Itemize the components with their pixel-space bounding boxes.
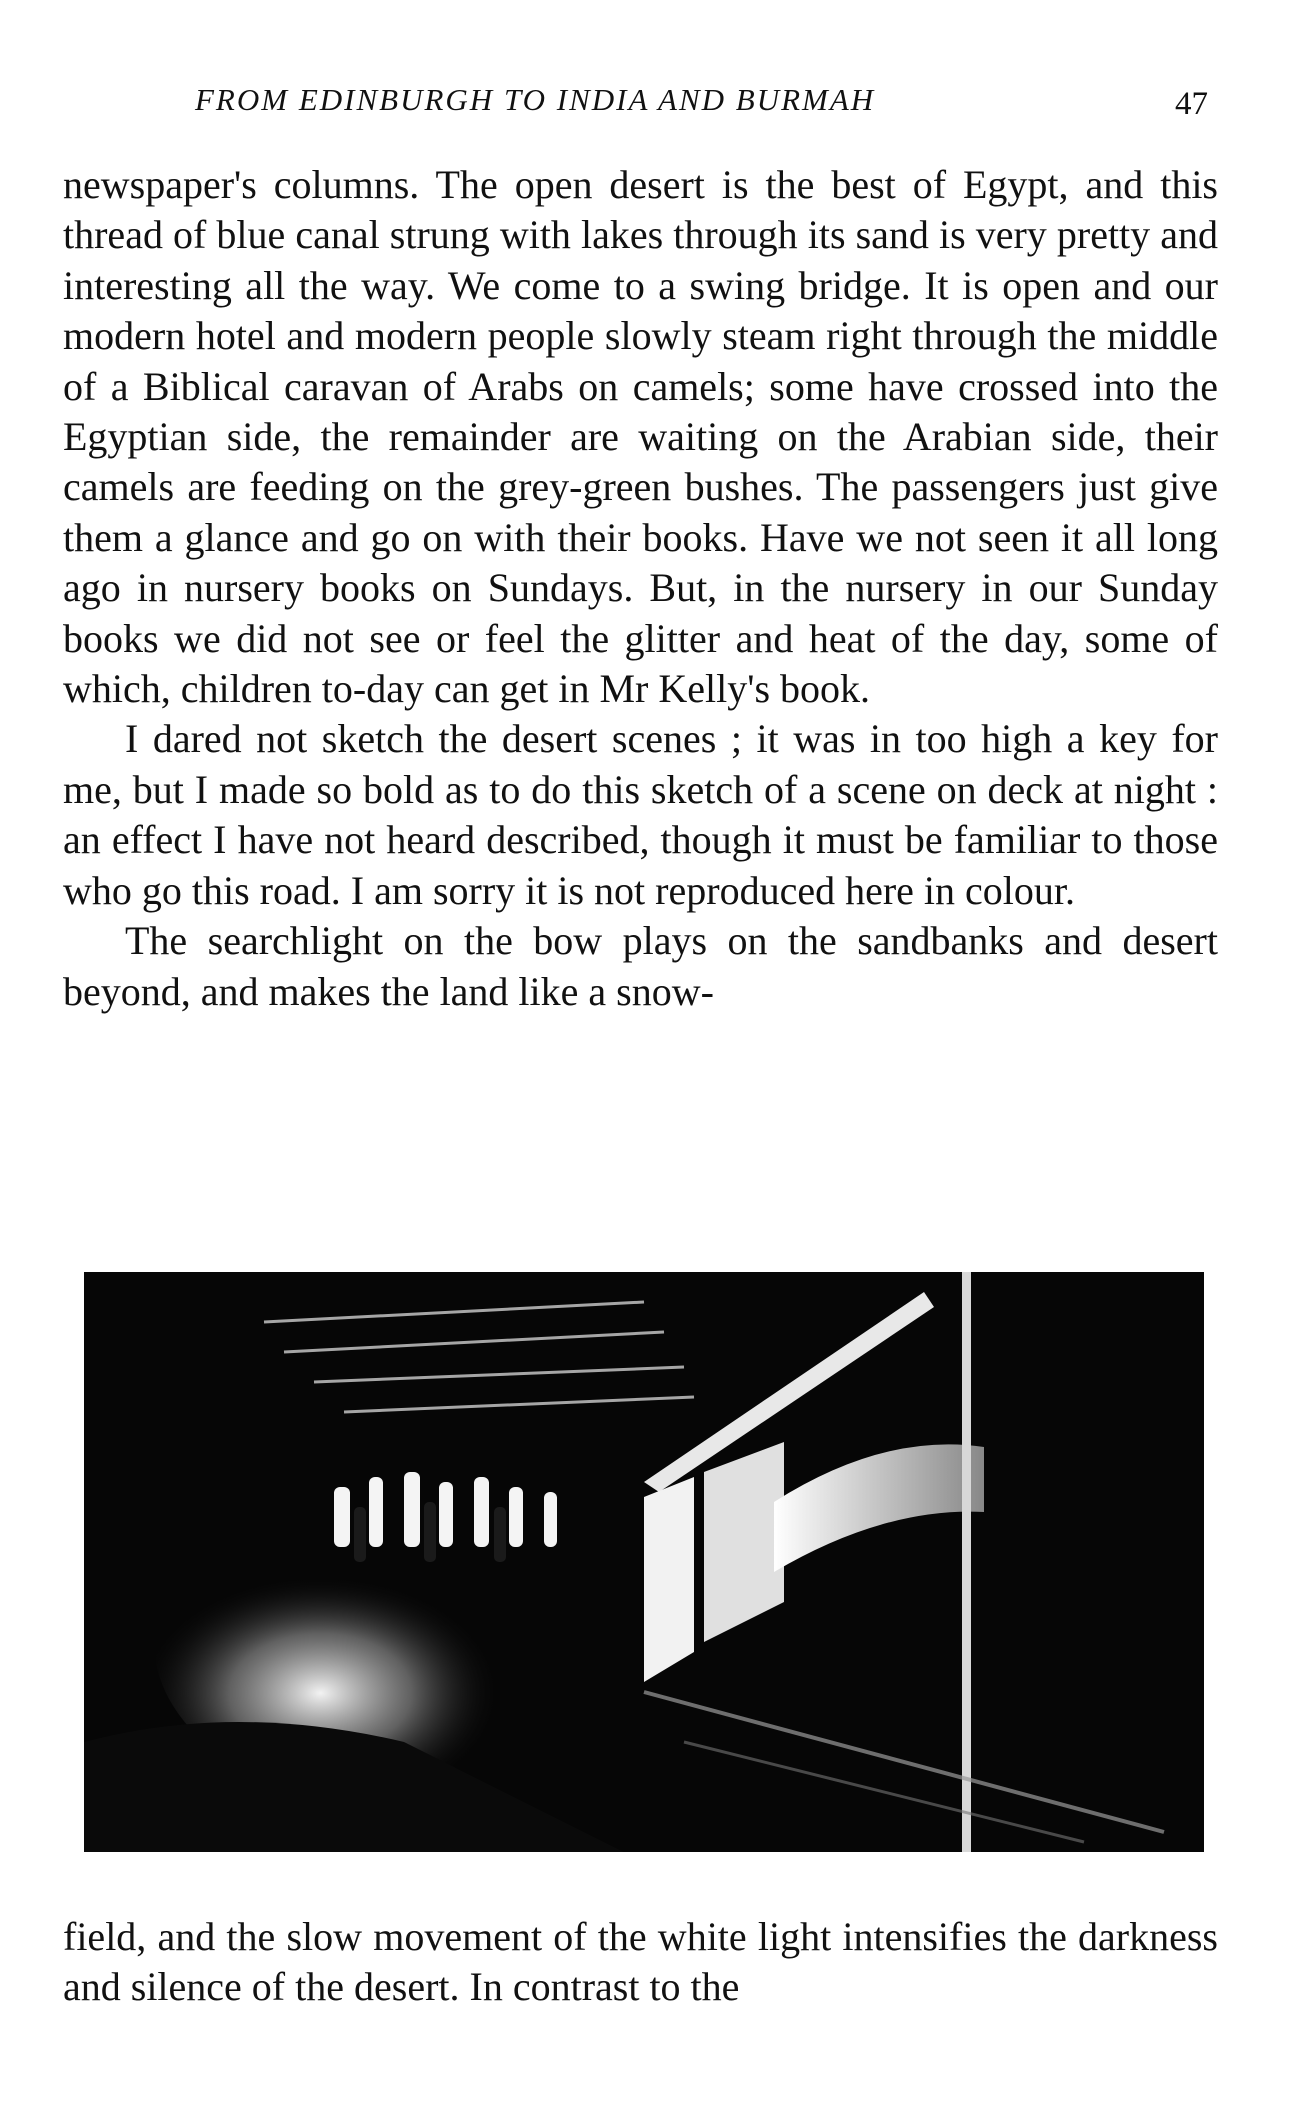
paragraph-3: The searchlight on the bow plays on the sandbanks and desert beyond, and makes the land like a snow- (63, 918, 1218, 1014)
paragraph-continuation: field, and the slow movement of the white light intensifies the darkness and silence of the desert. In contrast to the (63, 1914, 1218, 2010)
page-number: 47 (1175, 86, 1208, 122)
deck-night-scene (84, 1272, 1204, 1852)
running-head: FROM EDINBURGH TO INDIA AND BURMAH (195, 82, 876, 117)
paragraph-2: I dared not sketch the desert scenes ; it was in too high a key for me, but I made so bold as to do this sketch of a scene on deck at night : an effect I have not heard described, though it must be familiar to those who go this road. I am sorry it is not reproduced here in colour. (63, 716, 1218, 913)
paragraph-1: newspaper's columns. The open desert is the best of Egypt, and this thread of blue canal strung with lakes through its sand is very pretty and interesting all the way. We come to a swing bridge. It is open and our modern hotel and modern people slowly steam right through the middle of a Biblical caravan of Arabs on camels; some have crossed into the Egyptian side, the remainder are waiting on the Arabian side, their camels are feeding on the grey-green bushes. The passengers just give them a glance and go on with their books. Have we not seen it all long ago in nursery books on Sundays. But, in the nursery in our Sunday books we did not see or feel the glitter and heat of the day, some of which, children to-day can get in Mr Kelly's book. (63, 162, 1218, 712)
body-text-top (63, 160, 1218, 1017)
deck-illustration (84, 1272, 1204, 1852)
body-text-bottom (63, 1912, 1218, 2013)
